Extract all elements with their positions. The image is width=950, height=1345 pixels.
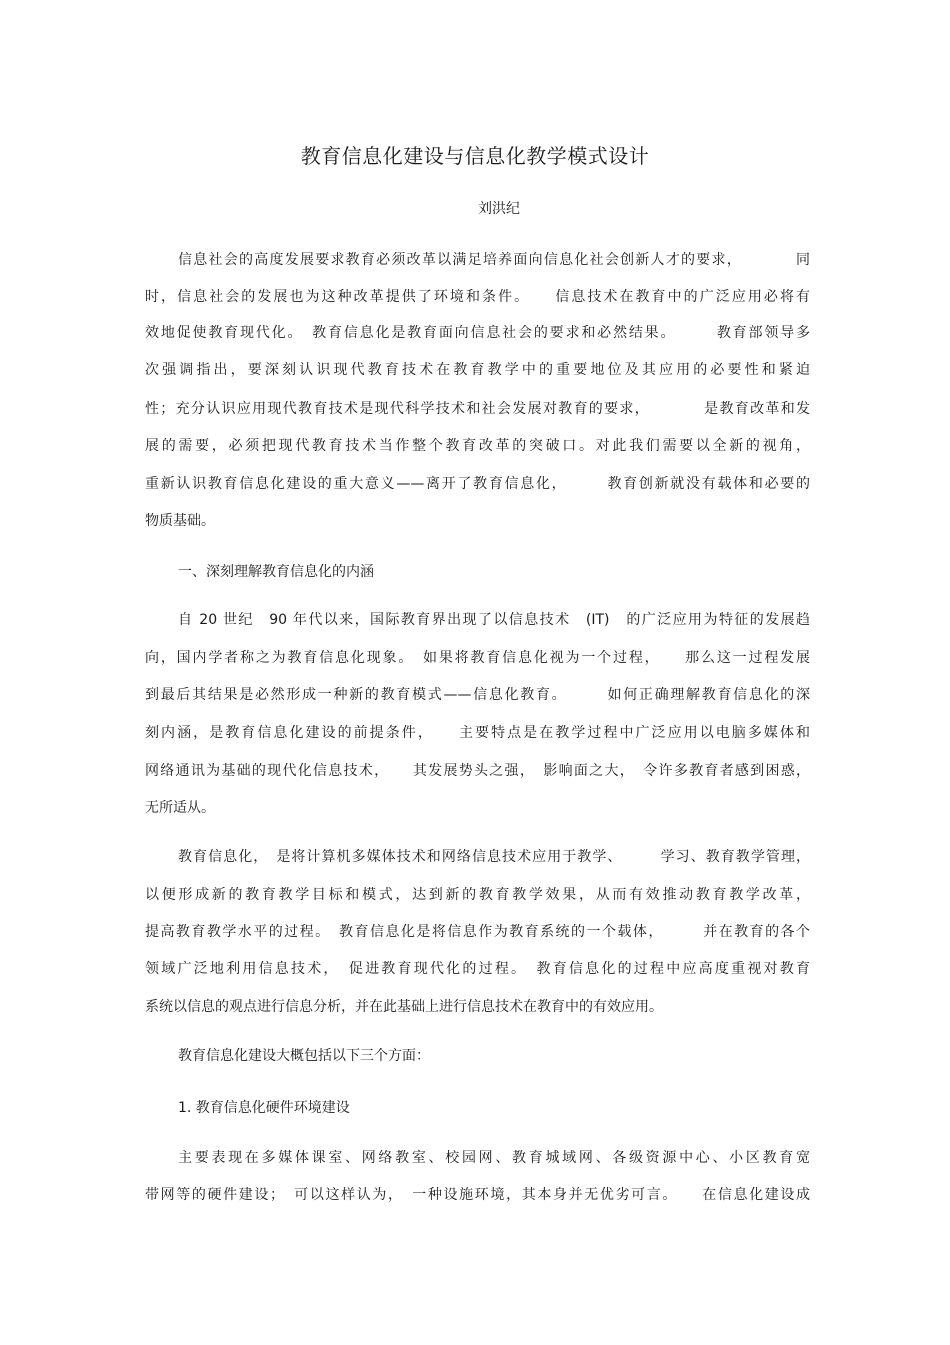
paragraph-line: 信息社会的高度发展要求教育必须改革以满足培养面向信息化社会创新人才的要求， 同 <box>178 252 810 268</box>
paragraph-line: 带网等的硬件建设； 可以这样认为， 一种设施环境，其本身并无优劣可言。 在信息化建设成 <box>145 1187 810 1203</box>
page-title: 教育信息化建设与信息化教学模式设计 <box>300 144 650 168</box>
section-heading: 1. 教育信息化硬件环境建设 <box>178 1100 350 1116</box>
paragraph-line: 提高教育教学水平的过程。 教育信息化是将信息作为教育系统的一个载体， 并在教育的各个 <box>145 924 810 940</box>
paragraph-line: 教育信息化建设大概包括以下三个方面： <box>178 1048 430 1064</box>
paragraph-line: 以便形成新的教育教学目标和模式，达到新的教育教学效果，从而有效推动教育教学改革， <box>145 887 810 903</box>
paragraph-line: 到最后其结果是必然形成一种新的教育模式——信息化教育。 如何正确理解教育信息化的深 <box>145 687 810 703</box>
paragraph-line: 系统以信息的观点进行信息分析，并在此基础上进行信息技术在教育中的有效应用。 <box>145 999 663 1015</box>
paragraph-line: 性；充分认识应用现代教育技术是现代科学技术和社会发展对教育的要求， 是教育改革和发 <box>145 401 810 417</box>
section-heading: 一、深刻理解教育信息化的内涵 <box>178 564 374 580</box>
paragraph-line: 向，国内学者称之为教育信息化现象。 如果将教育信息化视为一个过程， 那么这一过程发展 <box>145 650 810 666</box>
paragraph-line: 领域广泛地利用信息技术， 促进教育现代化的过程。 教育信息化的过程中应高度重视对教育 <box>145 961 810 977</box>
paragraph-line: 教育信息化， 是将计算机多媒体技术和网络信息技术应用于教学、 学习、教育教学管理， <box>178 849 810 865</box>
paragraph-line: 效地促使教育现代化。 教育信息化是教育面向信息社会的要求和必然结果。 教育部领导多 <box>145 325 810 341</box>
paragraph-line: 物质基础。 <box>145 513 215 529</box>
paragraph-line: 无所适从。 <box>145 800 215 816</box>
paragraph-line: 展的需要，必须把现代教育技术当作整个教育改革的突破口。对此我们需要以全新的视角， <box>145 438 810 454</box>
author-name: 刘洪纪 <box>478 201 520 217</box>
paragraph-line: 主要表现在多媒体课室、网络教室、校园网、教育城域网、各级资源中心、小区教育宽 <box>178 1150 810 1166</box>
paragraph-line: 重新认识教育信息化建设的重大意义——离开了教育信息化， 教育创新就没有载体和必要的 <box>145 476 810 492</box>
paragraph-line: 自 20 世纪 90 年代以来，国际教育界出现了以信息技术 (IT) 的广泛应用为特征的发展趋 <box>178 612 810 628</box>
paragraph-line: 时，信息社会的发展也为这种改革提供了环境和条件。 信息技术在教育中的广泛应用必将有 <box>145 289 810 305</box>
paragraph-line: 刻内涵，是教育信息化建设的前提条件， 主要特点是在教学过程中广泛应用以电脑多媒体和 <box>145 725 810 741</box>
paragraph-line: 网络通讯为基础的现代化信息技术， 其发展势头之强， 影响面之大， 令许多教育者感到困惑， <box>145 763 810 779</box>
paragraph-line: 次强调指出，要深刻认识现代教育技术在教育教学中的重要地位及其应用的必要性和紧迫 <box>145 362 810 378</box>
